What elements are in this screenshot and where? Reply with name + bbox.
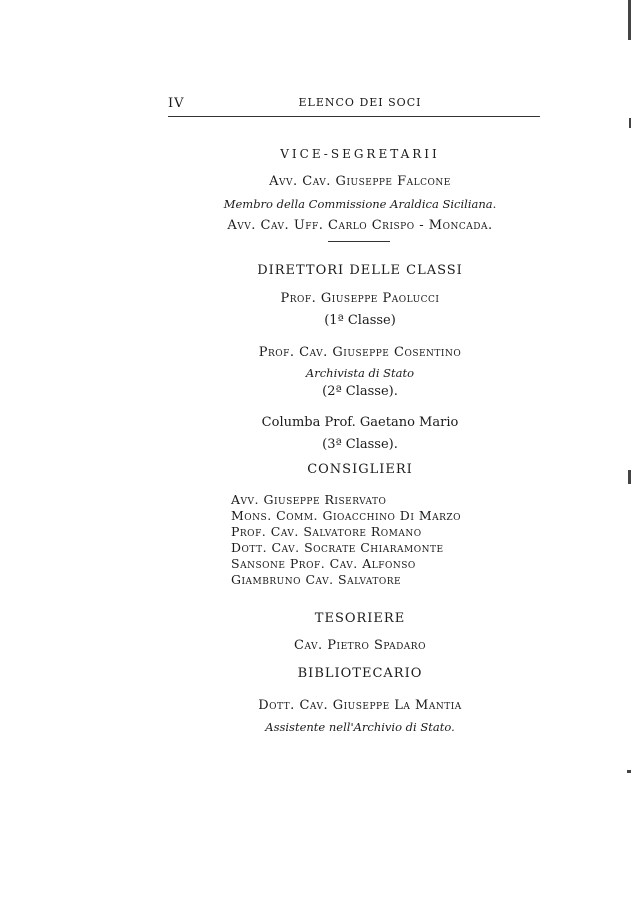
vice-segretario-2-name: Avv. Cav. Uff. Carlo Crispo - Moncada. (227, 218, 493, 233)
direttore-2-class: (2ª Classe). (322, 384, 398, 399)
header-rule (168, 116, 540, 117)
bibliotecario-name: Dott. Cav. Giuseppe La Mantia (258, 698, 462, 713)
heading-direttori: DIRETTORI DELLE CLASSI (257, 263, 463, 278)
page-number: IV (168, 96, 185, 111)
scan-edge-mark (628, 470, 631, 484)
scan-edge-mark (628, 0, 631, 40)
scan-edge-mark (627, 770, 631, 773)
heading-tesoriere: TESORIERE (314, 611, 406, 626)
vice-segretario-1-role: Membro della Commissione Araldica Siciliana. (223, 197, 497, 211)
list-item: Avv. Giuseppe Riservato (231, 492, 387, 507)
list-item: Dott. Cav. Socrate Chiaramonte (231, 540, 444, 555)
direttore-3-class: (3ª Classe). (322, 437, 398, 452)
direttore-2-name: Prof. Cav. Giuseppe Cosentino (258, 345, 462, 360)
list-item: Giambruno Cav. Salvatore (231, 572, 402, 587)
section-divider (328, 241, 390, 242)
heading-vice-segretarii: VICE-SEGRETARII (280, 147, 440, 161)
direttore-3-name: Columba Prof. Gaetano Mario (261, 415, 459, 430)
direttore-1-name: Prof. Giuseppe Paolucci (280, 291, 440, 306)
bibliotecario-role: Assistente nell'Archivio di Stato. (265, 720, 455, 734)
vice-segretario-1-name: Avv. Cav. Giuseppe Falcone (269, 174, 451, 189)
list-item: Prof. Cav. Salvatore Romano (231, 524, 422, 539)
running-title: ELENCO DEI SOCI (298, 96, 422, 109)
consiglieri-list (231, 492, 461, 588)
heading-consiglieri: CONSIGLIERI (307, 462, 413, 477)
scan-edge-mark (629, 118, 631, 128)
direttore-2-role: Archivista di Stato (305, 366, 415, 380)
list-item: Sansone Prof. Cav. Alfonso (231, 556, 416, 571)
tesoriere-name: Cav. Pietro Spadaro (294, 638, 426, 653)
direttore-1-class: (1ª Classe) (324, 313, 396, 328)
heading-bibliotecario: BIBLIOTECARIO (297, 666, 423, 681)
list-item: Mons. Comm. Gioacchino Di Marzo (231, 508, 462, 523)
